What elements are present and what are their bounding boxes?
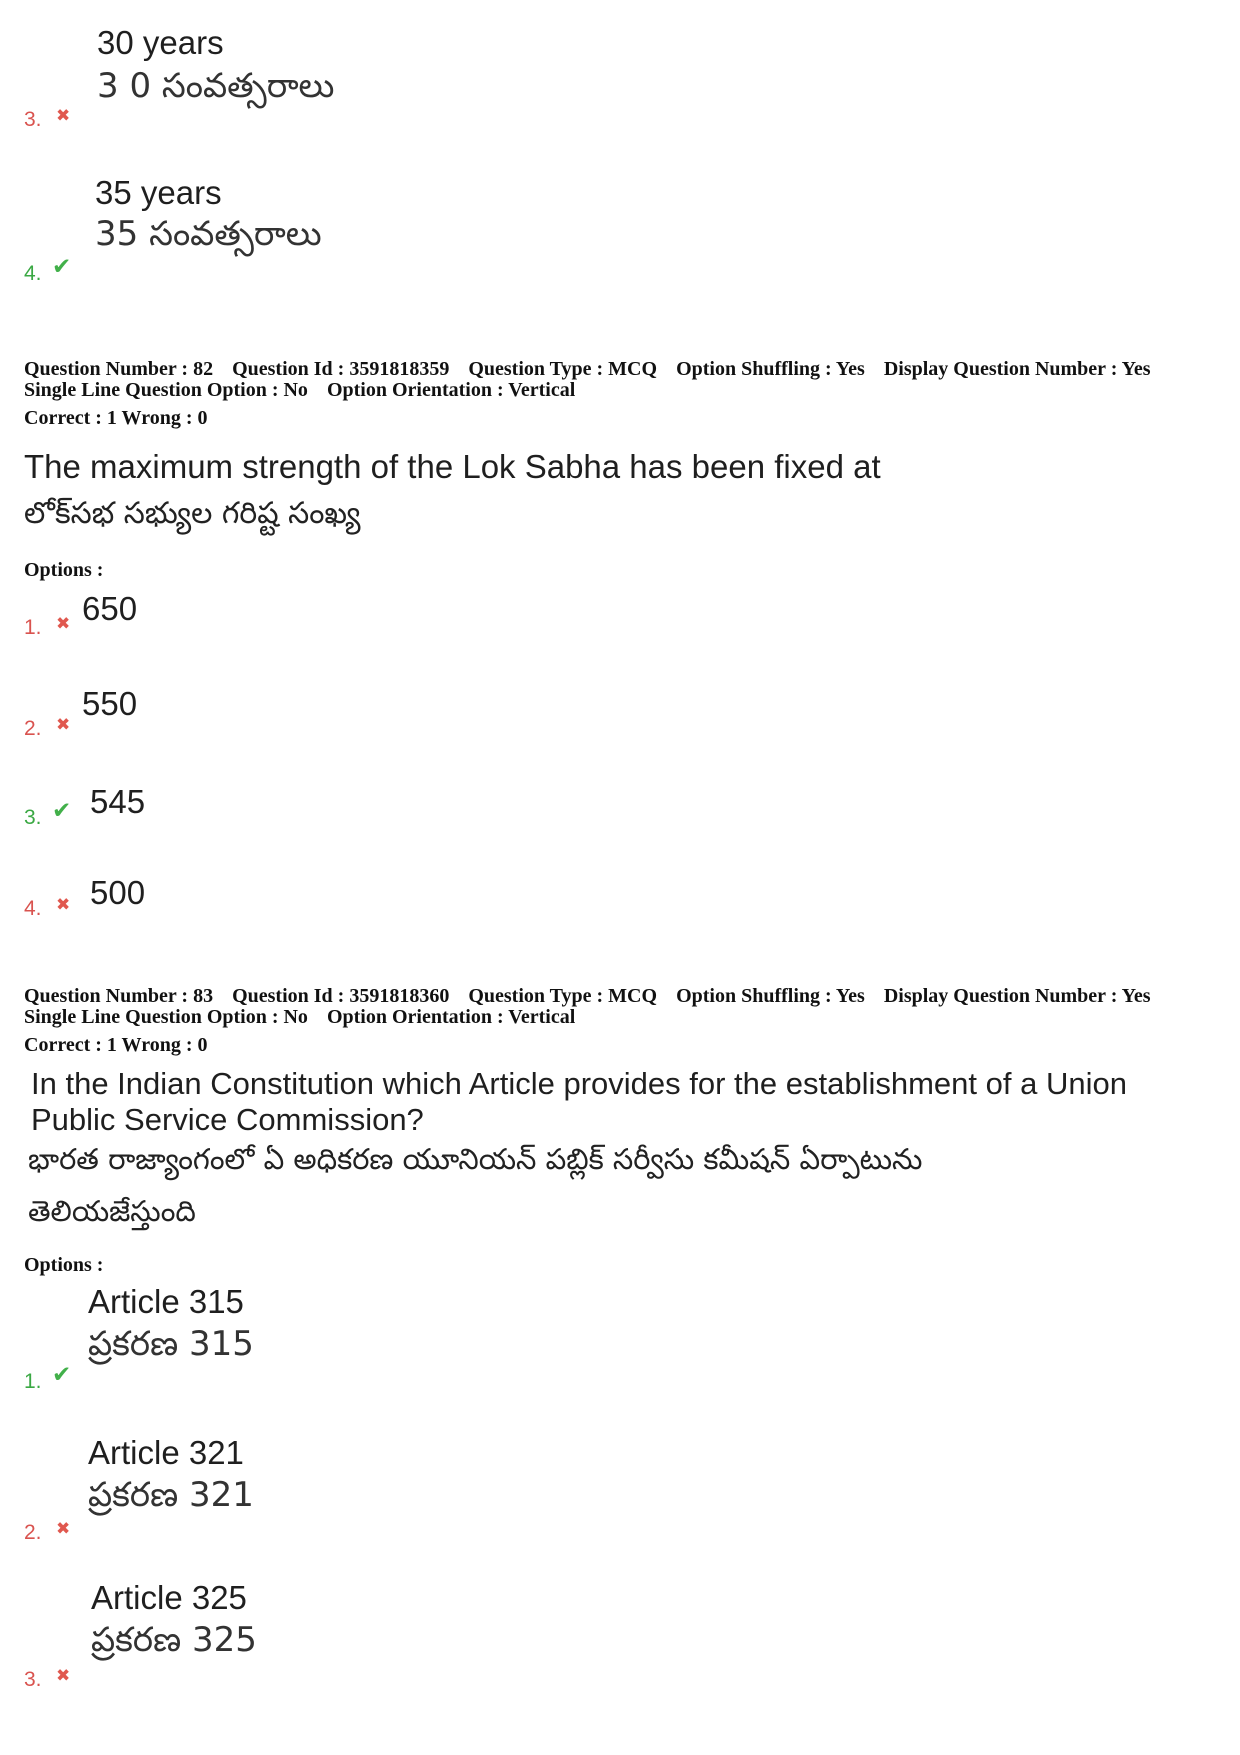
wrong-icon: ✖ — [56, 715, 71, 735]
option-orientation: Option Orientation : Vertical — [326, 379, 576, 401]
option-text-en: Article 321 — [88, 1434, 244, 1471]
option-number: 3. — [24, 806, 42, 829]
marks-line: Correct : 1 Wrong : 0 — [24, 1034, 208, 1056]
option-shuffling: Option Shuffling : Yes — [676, 358, 865, 380]
option-text-te: ప్రకరణ 315 — [88, 1324, 254, 1364]
question-id: Question Id : 3591818359 — [232, 358, 450, 380]
question-type: Question Type : MCQ — [468, 358, 658, 380]
option-text: 550 — [82, 685, 138, 722]
question-text-te-line-1: భారత రాజ్యాంగంలో ఏ అధికరణ యూనియన్ పబ్లిక్ సర్వీసు కమీషన్ ఏర్పాటును — [28, 1142, 923, 1176]
question-text-en: The maximum strength of the Lok Sabha has been fixed at — [24, 448, 881, 485]
option-text-te: ప్రకరణ 321 — [88, 1475, 254, 1515]
single-line-option: Single Line Question Option : No — [24, 1006, 308, 1028]
display-question-number: Display Question Number : Yes — [883, 985, 1151, 1007]
question-number: Question Number : 83 — [24, 985, 214, 1007]
option-number: 4. — [24, 262, 42, 285]
question-text-en-line-1: In the Indian Constitution which Article provides for the establishment of a Union — [31, 1066, 1127, 1101]
option-text-en: Article 315 — [88, 1283, 244, 1320]
options-label: Options : — [24, 559, 104, 581]
question-text-en-line-2: Public Service Commission? — [31, 1102, 424, 1137]
wrong-icon: ✖ — [56, 1666, 71, 1686]
option-text-te: 3 0 సంవత్సరాలు — [97, 66, 335, 106]
option-text: 500 — [90, 874, 146, 911]
question-number: Question Number : 82 — [24, 358, 214, 380]
options-label: Options : — [24, 1254, 104, 1276]
question-text-te: లోక్‌సభ సభ్యుల గరిష్ట సంఖ్య — [24, 496, 361, 531]
question-type: Question Type : MCQ — [468, 985, 658, 1007]
option-number: 2. — [24, 1521, 42, 1544]
option-text-en: 35 years — [95, 174, 222, 211]
display-question-number: Display Question Number : Yes — [883, 358, 1151, 380]
question-meta-line-1 — [24, 358, 1165, 381]
wrong-icon: ✖ — [56, 1519, 71, 1539]
option-text-en: Article 325 — [91, 1579, 247, 1616]
option-text-te: 35 సంవత్సరాలు — [95, 214, 322, 254]
question-id: Question Id : 3591818360 — [232, 985, 450, 1007]
question-text-te-line-2: తెలియజేస్తుంది — [28, 1194, 196, 1228]
check-icon: ✔ — [52, 254, 72, 280]
option-number: 1. — [24, 1370, 42, 1393]
option-orientation: Option Orientation : Vertical — [326, 1006, 576, 1028]
question-meta-line-1 — [24, 985, 1165, 1008]
option-number: 3. — [24, 108, 42, 131]
question-meta-line-2 — [24, 379, 589, 402]
wrong-icon: ✖ — [56, 106, 71, 126]
option-number: 2. — [24, 717, 42, 740]
option-text-te: ప్రకరణ 325 — [91, 1620, 257, 1660]
option-text: 545 — [90, 783, 146, 820]
marks-line: Correct : 1 Wrong : 0 — [24, 407, 208, 429]
single-line-option: Single Line Question Option : No — [24, 379, 308, 401]
wrong-icon: ✖ — [56, 895, 71, 915]
option-number: 4. — [24, 897, 42, 920]
option-shuffling: Option Shuffling : Yes — [676, 985, 865, 1007]
option-number: 1. — [24, 616, 42, 639]
wrong-icon: ✖ — [56, 614, 71, 634]
option-text-en: 30 years — [97, 24, 224, 61]
option-text: 650 — [82, 590, 138, 627]
check-icon: ✔ — [52, 1362, 72, 1388]
check-icon: ✔ — [52, 798, 72, 824]
option-number: 3. — [24, 1668, 42, 1691]
question-meta-line-2 — [24, 1006, 589, 1029]
